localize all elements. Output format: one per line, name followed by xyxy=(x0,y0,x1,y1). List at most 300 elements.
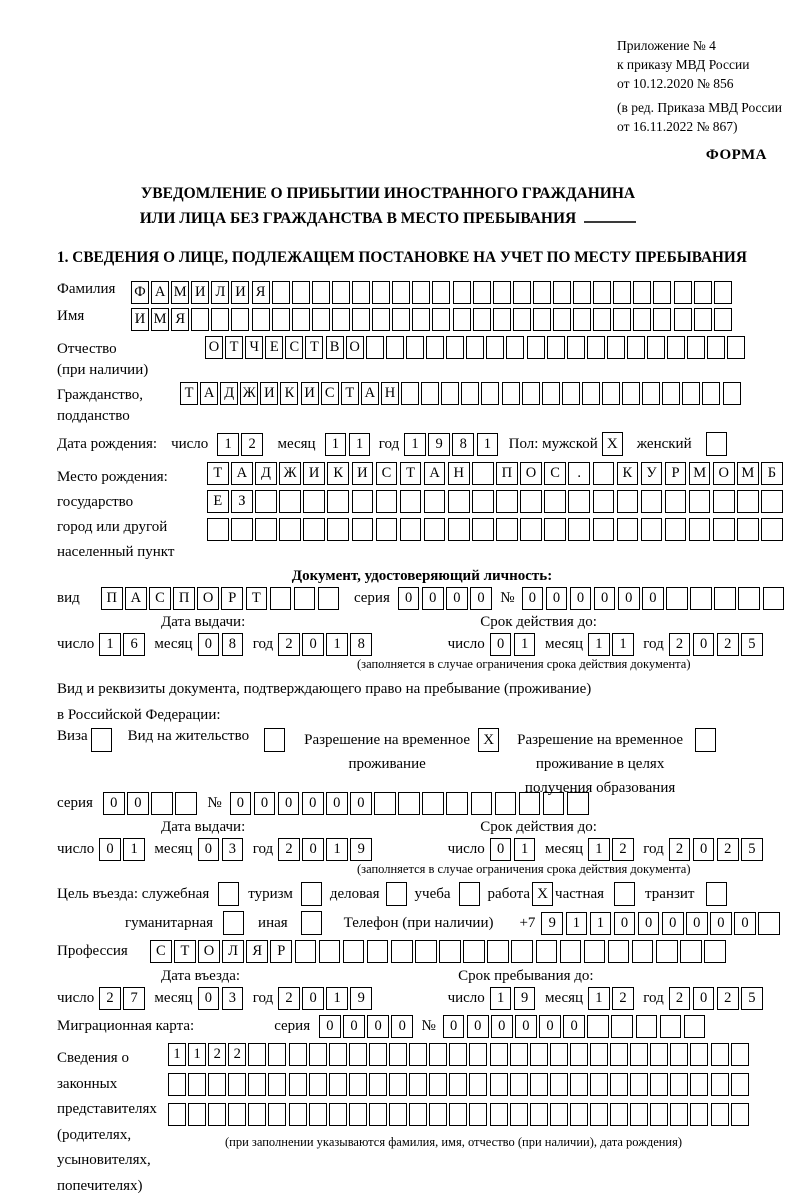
char-cell[interactable] xyxy=(318,587,340,610)
char-cell[interactable]: 2 xyxy=(228,1043,246,1066)
char-cell[interactable] xyxy=(573,281,591,304)
char-cell[interactable] xyxy=(702,382,720,405)
char-cell[interactable] xyxy=(208,1103,226,1126)
purpose-business-checkbox[interactable] xyxy=(386,882,407,906)
temp-residence-checkbox[interactable]: X xyxy=(478,728,499,752)
char-cell[interactable] xyxy=(432,308,450,331)
char-cell[interactable] xyxy=(711,1073,729,1096)
char-cell[interactable] xyxy=(568,490,590,513)
char-cell[interactable] xyxy=(490,1043,508,1066)
char-cell[interactable] xyxy=(550,1043,568,1066)
char-cell[interactable] xyxy=(309,1073,327,1096)
char-cell[interactable] xyxy=(415,940,437,963)
char-cell[interactable]: С xyxy=(285,336,303,359)
char-cell[interactable] xyxy=(426,336,444,359)
char-cell[interactable] xyxy=(466,336,484,359)
char-cell[interactable] xyxy=(687,336,705,359)
char-cell[interactable] xyxy=(650,1103,668,1126)
char-cell[interactable] xyxy=(303,518,325,541)
char-cell[interactable] xyxy=(761,518,783,541)
char-cell[interactable]: 9 xyxy=(541,912,563,935)
char-cell[interactable] xyxy=(211,308,229,331)
char-cell[interactable]: 1 xyxy=(99,633,121,656)
char-cell[interactable]: 0 xyxy=(367,1015,389,1038)
char-cell[interactable]: 2 xyxy=(278,987,300,1010)
char-cell[interactable]: 0 xyxy=(254,792,276,815)
char-cell[interactable] xyxy=(248,1103,266,1126)
char-cell[interactable]: С xyxy=(150,940,172,963)
char-cell[interactable] xyxy=(650,1073,668,1096)
char-cell[interactable]: Н xyxy=(448,462,470,485)
char-cell[interactable]: И xyxy=(301,382,319,405)
char-cell[interactable]: 8 xyxy=(350,633,372,656)
char-cell[interactable] xyxy=(279,518,301,541)
char-cell[interactable]: И xyxy=(303,462,325,485)
char-cell[interactable] xyxy=(553,281,571,304)
char-cell[interactable] xyxy=(429,1103,447,1126)
char-cell[interactable] xyxy=(272,281,290,304)
char-cell[interactable]: Р xyxy=(270,940,292,963)
char-cell[interactable] xyxy=(349,1043,367,1066)
char-cell[interactable]: Л xyxy=(222,940,244,963)
char-cell[interactable] xyxy=(372,281,390,304)
char-cell[interactable] xyxy=(506,336,524,359)
char-cell[interactable] xyxy=(208,1073,226,1096)
char-cell[interactable] xyxy=(398,792,420,815)
char-cell[interactable] xyxy=(268,1103,286,1126)
char-cell[interactable] xyxy=(319,940,341,963)
char-cell[interactable] xyxy=(401,382,419,405)
char-cell[interactable] xyxy=(389,1103,407,1126)
char-cell[interactable]: А xyxy=(424,462,446,485)
char-cell[interactable] xyxy=(713,518,735,541)
char-cell[interactable] xyxy=(608,940,630,963)
char-cell[interactable] xyxy=(463,940,485,963)
char-cell[interactable]: 1 xyxy=(349,433,371,456)
char-cell[interactable] xyxy=(690,1043,708,1066)
char-cell[interactable]: П xyxy=(496,462,518,485)
char-cell[interactable] xyxy=(490,1103,508,1126)
char-cell[interactable]: 9 xyxy=(350,838,372,861)
char-cell[interactable]: 2 xyxy=(669,987,691,1010)
char-cell[interactable] xyxy=(449,1073,467,1096)
char-cell[interactable] xyxy=(369,1073,387,1096)
char-cell[interactable]: 1 xyxy=(326,987,348,1010)
char-cell[interactable] xyxy=(758,912,780,935)
char-cell[interactable] xyxy=(469,1103,487,1126)
char-cell[interactable] xyxy=(473,281,491,304)
char-cell[interactable] xyxy=(562,382,580,405)
char-cell[interactable] xyxy=(550,1103,568,1126)
char-cell[interactable] xyxy=(731,1073,749,1096)
char-cell[interactable]: 0 xyxy=(391,1015,413,1038)
char-cell[interactable] xyxy=(611,1015,633,1038)
char-cell[interactable]: 0 xyxy=(662,912,684,935)
char-cell[interactable] xyxy=(513,281,531,304)
char-cell[interactable] xyxy=(613,281,631,304)
char-cell[interactable] xyxy=(309,1103,327,1126)
char-cell[interactable] xyxy=(392,281,410,304)
char-cell[interactable] xyxy=(461,382,479,405)
char-cell[interactable]: Я xyxy=(171,308,189,331)
char-cell[interactable]: 0 xyxy=(710,912,732,935)
char-cell[interactable] xyxy=(376,518,398,541)
char-cell[interactable]: К xyxy=(617,462,639,485)
char-cell[interactable]: 0 xyxy=(642,587,664,610)
char-cell[interactable] xyxy=(727,336,745,359)
char-cell[interactable] xyxy=(496,490,518,513)
char-cell[interactable]: М xyxy=(737,462,759,485)
char-cell[interactable] xyxy=(632,940,654,963)
char-cell[interactable] xyxy=(352,308,370,331)
char-cell[interactable] xyxy=(369,1043,387,1066)
char-cell[interactable] xyxy=(292,308,310,331)
char-cell[interactable] xyxy=(587,336,605,359)
char-cell[interactable] xyxy=(352,281,370,304)
char-cell[interactable]: Т xyxy=(225,336,243,359)
char-cell[interactable]: 1 xyxy=(490,987,512,1010)
char-cell[interactable] xyxy=(389,1073,407,1096)
char-cell[interactable]: О xyxy=(346,336,364,359)
char-cell[interactable]: Т xyxy=(180,382,198,405)
char-cell[interactable] xyxy=(568,518,590,541)
char-cell[interactable] xyxy=(367,940,389,963)
char-cell[interactable] xyxy=(439,940,461,963)
char-cell[interactable] xyxy=(490,1073,508,1096)
char-cell[interactable] xyxy=(422,792,444,815)
char-cell[interactable] xyxy=(248,1073,266,1096)
char-cell[interactable] xyxy=(570,1043,588,1066)
char-cell[interactable]: И xyxy=(352,462,374,485)
char-cell[interactable] xyxy=(682,382,700,405)
char-cell[interactable] xyxy=(289,1073,307,1096)
char-cell[interactable] xyxy=(689,490,711,513)
char-cell[interactable] xyxy=(343,940,365,963)
char-cell[interactable] xyxy=(424,490,446,513)
char-cell[interactable]: . xyxy=(568,462,590,485)
char-cell[interactable] xyxy=(570,1073,588,1096)
char-cell[interactable] xyxy=(674,308,692,331)
char-cell[interactable]: 9 xyxy=(428,433,450,456)
char-cell[interactable] xyxy=(386,336,404,359)
char-cell[interactable] xyxy=(731,1043,749,1066)
char-cell[interactable]: 0 xyxy=(490,633,512,656)
sex-female-checkbox[interactable] xyxy=(706,432,727,456)
visa-checkbox[interactable] xyxy=(91,728,112,752)
char-cell[interactable]: Р xyxy=(221,587,243,610)
char-cell[interactable] xyxy=(584,940,606,963)
sex-male-checkbox[interactable]: X xyxy=(602,432,623,456)
char-cell[interactable]: Т xyxy=(207,462,229,485)
char-cell[interactable] xyxy=(472,490,494,513)
char-cell[interactable]: Б xyxy=(761,462,783,485)
char-cell[interactable] xyxy=(191,308,209,331)
char-cell[interactable]: М xyxy=(689,462,711,485)
char-cell[interactable] xyxy=(593,308,611,331)
char-cell[interactable] xyxy=(593,462,615,485)
char-cell[interactable]: Т xyxy=(174,940,196,963)
char-cell[interactable] xyxy=(376,490,398,513)
char-cell[interactable]: 3 xyxy=(222,838,244,861)
char-cell[interactable]: 2 xyxy=(669,633,691,656)
char-cell[interactable]: А xyxy=(125,587,147,610)
char-cell[interactable]: 9 xyxy=(514,987,536,1010)
char-cell[interactable]: С xyxy=(149,587,171,610)
char-cell[interactable] xyxy=(392,308,410,331)
char-cell[interactable] xyxy=(252,308,270,331)
char-cell[interactable]: И xyxy=(260,382,278,405)
char-cell[interactable] xyxy=(496,518,518,541)
char-cell[interactable] xyxy=(641,518,663,541)
char-cell[interactable]: П xyxy=(173,587,195,610)
char-cell[interactable]: 5 xyxy=(741,633,763,656)
char-cell[interactable] xyxy=(530,1043,548,1066)
char-cell[interactable]: И xyxy=(131,308,149,331)
char-cell[interactable]: 1 xyxy=(590,912,612,935)
char-cell[interactable] xyxy=(369,1103,387,1126)
char-cell[interactable]: Е xyxy=(265,336,283,359)
char-cell[interactable] xyxy=(660,1015,682,1038)
char-cell[interactable] xyxy=(332,308,350,331)
char-cell[interactable] xyxy=(486,336,504,359)
char-cell[interactable]: Р xyxy=(665,462,687,485)
char-cell[interactable] xyxy=(670,1103,688,1126)
char-cell[interactable]: 0 xyxy=(734,912,756,935)
char-cell[interactable] xyxy=(441,382,459,405)
char-cell[interactable] xyxy=(650,1043,668,1066)
char-cell[interactable]: 0 xyxy=(546,587,568,610)
char-cell[interactable]: 0 xyxy=(278,792,300,815)
char-cell[interactable] xyxy=(312,281,330,304)
char-cell[interactable]: 2 xyxy=(717,838,739,861)
char-cell[interactable] xyxy=(279,490,301,513)
char-cell[interactable] xyxy=(327,518,349,541)
char-cell[interactable] xyxy=(763,587,785,610)
temp-residence-edu-checkbox[interactable] xyxy=(695,728,716,752)
char-cell[interactable]: 0 xyxy=(693,987,715,1010)
char-cell[interactable] xyxy=(374,792,396,815)
purpose-other-checkbox[interactable] xyxy=(301,911,322,935)
char-cell[interactable] xyxy=(412,281,430,304)
char-cell[interactable] xyxy=(694,308,712,331)
char-cell[interactable]: Н xyxy=(381,382,399,405)
char-cell[interactable] xyxy=(429,1073,447,1096)
char-cell[interactable] xyxy=(231,308,249,331)
char-cell[interactable] xyxy=(547,336,565,359)
char-cell[interactable]: О xyxy=(520,462,542,485)
char-cell[interactable] xyxy=(366,336,384,359)
char-cell[interactable] xyxy=(520,518,542,541)
char-cell[interactable] xyxy=(446,336,464,359)
char-cell[interactable] xyxy=(449,1103,467,1126)
char-cell[interactable]: 0 xyxy=(443,1015,465,1038)
char-cell[interactable]: Я xyxy=(252,281,270,304)
char-cell[interactable] xyxy=(550,1073,568,1096)
char-cell[interactable] xyxy=(168,1103,186,1126)
char-cell[interactable]: 1 xyxy=(588,838,610,861)
char-cell[interactable]: 0 xyxy=(490,838,512,861)
char-cell[interactable] xyxy=(653,281,671,304)
char-cell[interactable] xyxy=(352,518,374,541)
char-cell[interactable] xyxy=(613,308,631,331)
char-cell[interactable]: 2 xyxy=(99,987,121,1010)
char-cell[interactable] xyxy=(590,1073,608,1096)
char-cell[interactable]: Т xyxy=(400,462,422,485)
char-cell[interactable] xyxy=(680,940,702,963)
char-cell[interactable]: 0 xyxy=(686,912,708,935)
char-cell[interactable] xyxy=(406,336,424,359)
char-cell[interactable]: 0 xyxy=(99,838,121,861)
char-cell[interactable]: 0 xyxy=(446,587,468,610)
char-cell[interactable]: 0 xyxy=(539,1015,561,1038)
purpose-official-checkbox[interactable] xyxy=(218,882,239,906)
purpose-private-checkbox[interactable] xyxy=(614,882,635,906)
char-cell[interactable]: 1 xyxy=(477,433,499,456)
char-cell[interactable]: 8 xyxy=(222,633,244,656)
char-cell[interactable]: 0 xyxy=(467,1015,489,1038)
char-cell[interactable]: 5 xyxy=(741,987,763,1010)
char-cell[interactable] xyxy=(690,1073,708,1096)
char-cell[interactable]: 0 xyxy=(522,587,544,610)
char-cell[interactable]: 0 xyxy=(693,838,715,861)
char-cell[interactable] xyxy=(593,518,615,541)
char-cell[interactable] xyxy=(289,1043,307,1066)
char-cell[interactable] xyxy=(429,1043,447,1066)
char-cell[interactable]: А xyxy=(151,281,169,304)
char-cell[interactable] xyxy=(670,1073,688,1096)
char-cell[interactable]: 1 xyxy=(588,987,610,1010)
char-cell[interactable] xyxy=(610,1103,628,1126)
char-cell[interactable] xyxy=(567,336,585,359)
char-cell[interactable] xyxy=(570,1103,588,1126)
char-cell[interactable] xyxy=(627,336,645,359)
char-cell[interactable] xyxy=(329,1073,347,1096)
char-cell[interactable]: 1 xyxy=(123,838,145,861)
char-cell[interactable] xyxy=(272,308,290,331)
char-cell[interactable] xyxy=(527,336,545,359)
char-cell[interactable]: 0 xyxy=(103,792,125,815)
char-cell[interactable] xyxy=(689,518,711,541)
char-cell[interactable] xyxy=(424,518,446,541)
char-cell[interactable]: 2 xyxy=(612,987,634,1010)
char-cell[interactable]: 0 xyxy=(198,838,220,861)
char-cell[interactable]: 0 xyxy=(350,792,372,815)
char-cell[interactable]: П xyxy=(101,587,123,610)
char-cell[interactable]: А xyxy=(231,462,253,485)
char-cell[interactable]: 1 xyxy=(188,1043,206,1066)
char-cell[interactable] xyxy=(349,1103,367,1126)
residence-permit-checkbox[interactable] xyxy=(264,728,285,752)
char-cell[interactable]: С xyxy=(544,462,566,485)
char-cell[interactable] xyxy=(294,587,316,610)
char-cell[interactable]: А xyxy=(361,382,379,405)
char-cell[interactable] xyxy=(448,490,470,513)
char-cell[interactable] xyxy=(511,940,533,963)
char-cell[interactable]: 2 xyxy=(717,633,739,656)
char-cell[interactable] xyxy=(542,382,560,405)
char-cell[interactable]: 1 xyxy=(325,433,347,456)
char-cell[interactable]: И xyxy=(191,281,209,304)
char-cell[interactable] xyxy=(617,490,639,513)
char-cell[interactable] xyxy=(544,518,566,541)
purpose-work-checkbox[interactable]: X xyxy=(532,882,553,906)
char-cell[interactable]: 2 xyxy=(278,633,300,656)
char-cell[interactable] xyxy=(711,1043,729,1066)
char-cell[interactable] xyxy=(520,490,542,513)
char-cell[interactable]: С xyxy=(376,462,398,485)
char-cell[interactable]: 2 xyxy=(612,838,634,861)
char-cell[interactable] xyxy=(553,308,571,331)
char-cell[interactable] xyxy=(622,382,640,405)
char-cell[interactable] xyxy=(533,281,551,304)
purpose-humanitarian-checkbox[interactable] xyxy=(223,911,244,935)
char-cell[interactable] xyxy=(642,382,660,405)
char-cell[interactable] xyxy=(268,1073,286,1096)
char-cell[interactable] xyxy=(656,940,678,963)
char-cell[interactable] xyxy=(694,281,712,304)
char-cell[interactable] xyxy=(248,1043,266,1066)
char-cell[interactable]: 0 xyxy=(563,1015,585,1038)
char-cell[interactable]: Т xyxy=(341,382,359,405)
char-cell[interactable] xyxy=(270,587,292,610)
char-cell[interactable] xyxy=(567,792,589,815)
char-cell[interactable]: У xyxy=(641,462,663,485)
char-cell[interactable]: 0 xyxy=(343,1015,365,1038)
char-cell[interactable] xyxy=(391,940,413,963)
char-cell[interactable]: 3 xyxy=(222,987,244,1010)
char-cell[interactable] xyxy=(409,1043,427,1066)
char-cell[interactable] xyxy=(653,308,671,331)
char-cell[interactable] xyxy=(714,587,736,610)
char-cell[interactable]: Я xyxy=(246,940,268,963)
char-cell[interactable]: 0 xyxy=(319,1015,341,1038)
char-cell[interactable]: 5 xyxy=(741,838,763,861)
char-cell[interactable] xyxy=(530,1103,548,1126)
char-cell[interactable] xyxy=(231,518,253,541)
char-cell[interactable] xyxy=(309,1043,327,1066)
char-cell[interactable]: З xyxy=(231,490,253,513)
char-cell[interactable] xyxy=(432,281,450,304)
char-cell[interactable] xyxy=(481,382,499,405)
char-cell[interactable] xyxy=(641,490,663,513)
char-cell[interactable] xyxy=(667,336,685,359)
char-cell[interactable]: 1 xyxy=(326,838,348,861)
char-cell[interactable]: О xyxy=(713,462,735,485)
char-cell[interactable] xyxy=(389,1043,407,1066)
char-cell[interactable] xyxy=(713,490,735,513)
char-cell[interactable] xyxy=(530,1073,548,1096)
char-cell[interactable]: 0 xyxy=(230,792,252,815)
char-cell[interactable] xyxy=(327,490,349,513)
char-cell[interactable] xyxy=(522,382,540,405)
char-cell[interactable]: Е xyxy=(207,490,229,513)
char-cell[interactable]: 0 xyxy=(515,1015,537,1038)
char-cell[interactable] xyxy=(617,518,639,541)
char-cell[interactable] xyxy=(684,1015,706,1038)
char-cell[interactable]: Д xyxy=(220,382,238,405)
char-cell[interactable] xyxy=(329,1103,347,1126)
char-cell[interactable] xyxy=(412,308,430,331)
char-cell[interactable] xyxy=(607,336,625,359)
char-cell[interactable]: Т xyxy=(305,336,323,359)
char-cell[interactable] xyxy=(268,1043,286,1066)
char-cell[interactable]: 9 xyxy=(350,987,372,1010)
char-cell[interactable]: 0 xyxy=(198,987,220,1010)
char-cell[interactable]: 0 xyxy=(693,633,715,656)
char-cell[interactable]: Д xyxy=(255,462,277,485)
char-cell[interactable] xyxy=(312,308,330,331)
char-cell[interactable] xyxy=(610,1043,628,1066)
